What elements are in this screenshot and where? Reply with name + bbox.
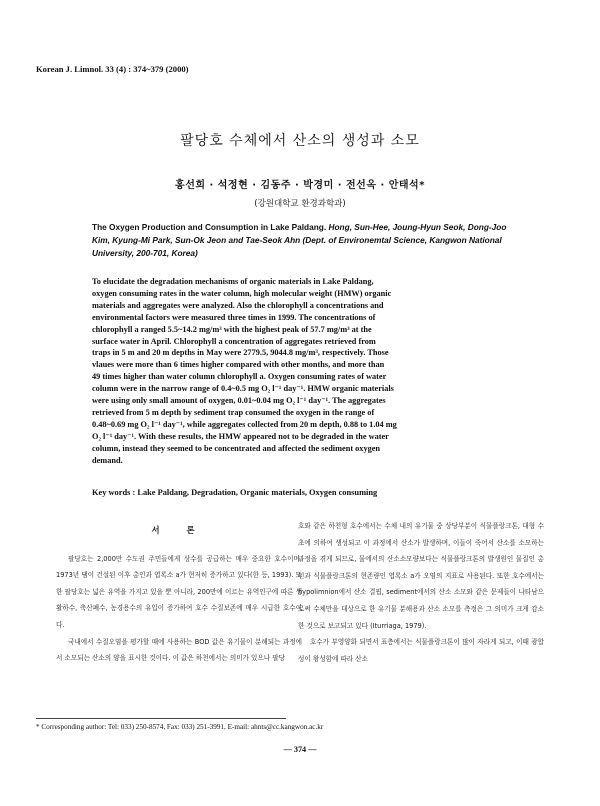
abstract-line: traps in 5 m and 20 m depths in May were 2779.5, 9044.8 mg/m³, respectively. Those	[92, 348, 389, 358]
english-affiliation: (Dept. of Environemtal Science, Kangwon National University, 200-701, Korea)	[92, 235, 502, 259]
left-column	[56, 518, 302, 667]
korean-authors: 홍선희 · 석정현 · 김동주 · 박경미 · 전선옥 · 안태석*	[175, 180, 425, 191]
abstract-line: surface water in April. Chlorophyll a concentration of aggregates retrieved from	[92, 336, 376, 346]
abstract-line: materials and aggregates were analyzed. Also the chlorophyll a concentrations and	[92, 300, 384, 310]
abstract-line: vlaues were more than 6 times higher compared with other months, and more than	[92, 360, 385, 370]
page-number: — 374 —	[283, 745, 317, 754]
section-heading-introduction: 서 론	[151, 525, 207, 535]
abstract-line: demand.	[92, 455, 123, 465]
journal-reference: Korean J. Limnol. 33 (4) : 374~379 (2000)	[36, 64, 189, 74]
korean-title: 팔당호 수체에서 산소의 생성과 소모	[180, 133, 420, 149]
abstract-line: 0.48~0.69 mg O₂ l⁻¹ day⁻¹, while aggregates collected from 20 m depth, 0.88 to 1.04 mg	[92, 419, 397, 429]
abstract	[92, 276, 522, 467]
body-paragraph: 호와 같은 하천형 호수에서는 수체 내의 유기물 중 상당부분이 식물플랑크톤, 대형 수초에 의하여 생성되고 이 과정에서 산소가 발생하며, 이들이 죽어서 산소를 소모하는 과정을 겪게 되므로, 물에서의 산소소모량보다는 식물플랑크톤의 발생원인 물질인 총인과 식물플랑크톤의 현존량인 엽록소 a가 오염의 지표로 사용된다. 또한 호수에서는 hypolimnion에서 산소 결핍, sediment에서의 산소 소모와 같은 문제들이 나타남으로써 수체만을 대상으로 한 유기물 분해용과 산소 소모를 측정은 그 의미가 크게 감소한 것으로 보고되고 있다 (Iturriaga, 1979).	[298, 522, 544, 630]
english-header	[92, 221, 522, 261]
body-paragraph: 국내에서 수질오염을 평가할 때에 사용하는 BOD 값은 유기물이 분해되는 과정에서 소모되는 산소의 양을 표시한 것이다. 이 값은 하천에서는 의미가 있으나 팔당	[56, 637, 302, 663]
abstract-line: retrieved from 5 m depth by sediment trap consumed the oxygen in the range of	[92, 407, 375, 417]
abstract-line: column were in the narrow range of 0.4~0.5 mg O₂ l⁻¹ day⁻¹. HMW organic materials	[92, 384, 394, 394]
body-paragraph: 호수가 부영양화 되면서 표층에서는 식물플랑크톤이 많이 자라게 되고, 이때 광합성이 왕성함에 따라 산소	[298, 638, 544, 663]
korean-affiliation: (강원대학교 환경과학과)	[254, 199, 346, 209]
footnote-divider	[36, 718, 286, 719]
abstract-line: oxygen consuming rates in the water column, high molecular weight (HMW) organic	[92, 288, 392, 298]
keywords: Key words : Lake Paldang, Degradation, Organic materials, Oxygen consuming	[92, 488, 378, 497]
abstract-line: To elucidate the degradation mechanisms of organic materials in Lake Paldang,	[92, 277, 374, 286]
abstract-line: 49 times higher than water column chlorophyll a. Oxygen consuming rates of water	[92, 372, 387, 382]
english-title: The Oxygen Production and Consumption in Lake Paldang.	[92, 222, 327, 232]
body-paragraph: 팔당호는 2,000만 수도권 주민들에게 상수를 공급하는 매우 중요한 호수이며, 1973년 댐이 건설된 이후 총인과 엽록소 a가 현저히 증가하고 있다(한 등, 1993). 또한 팔당호는 넓은 유역을 가지고 있을 뿐 아니라, 200만에 이르는 유역인구에 따른 생활하수, 축산폐수, 농경용수의 유입이 증가하여 호수 수질보존에 매우 시급한 호수이다.	[56, 554, 302, 629]
footnote: * Corresponding author: Tel: 033) 250-8574, Fax: 033) 251-3991, E-mail: ahnts@cc.kangwon.ac.kr	[36, 723, 324, 731]
abstract-line: O₂ l⁻¹ day⁻¹. With these results, the HMW appeared not to be degraded in the water	[92, 431, 389, 441]
right-column	[298, 518, 544, 667]
abstract-line: column, instead they seemed to be concentrated and affected the sediment oxygen	[92, 443, 381, 453]
abstract-line: environmental factors were measured three times in 1999. The concentrations of	[92, 312, 376, 322]
abstract-line: chlorophyll a ranged 5.5~14.2 mg/m³ with the highest peak of 57.7 mg/m³ at the	[92, 324, 372, 334]
abstract-line: were using only small amount of oxygen, 0.01~0.04 mg O₂ l⁻¹ day⁻¹. The aggregates	[92, 396, 386, 406]
english-authors: Hong, Sun-Hee, Joung-Hyun Seok, Dong-Joo Kim, Kyung-Mi Park, Sun-Ok Jeon and Tae-Seok Ahn	[92, 222, 507, 246]
